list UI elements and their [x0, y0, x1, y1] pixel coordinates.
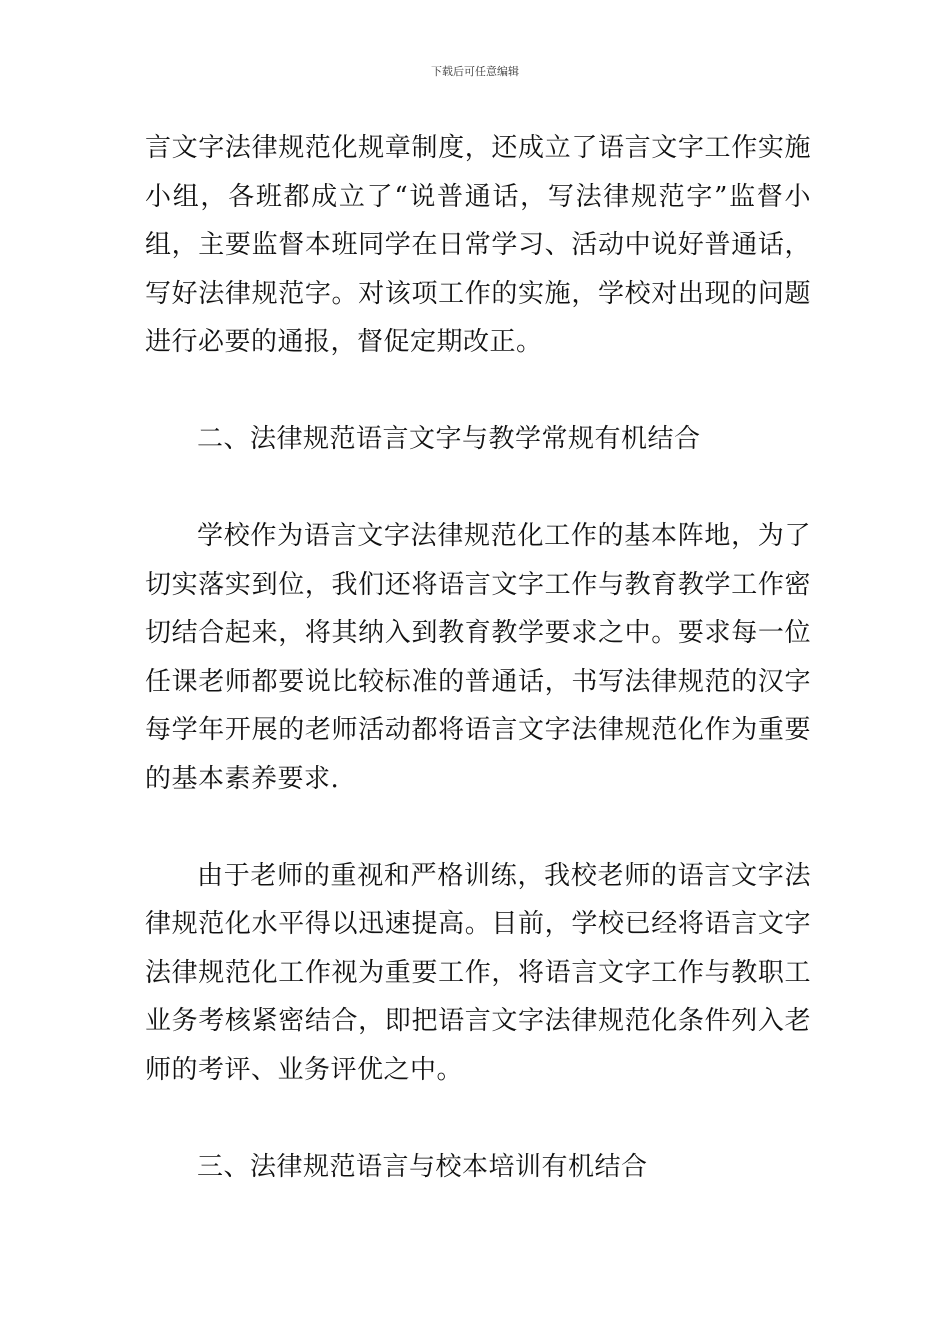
page-header: 下载后可任意编辑 — [431, 65, 519, 78]
section-heading-2: 二、法律规范语言文字与教学常规有机结合 — [197, 424, 701, 454]
paragraph-school-base: 学校作为语言文字法律规范化工作的基本阵地，为了切实落实到位，我们还将语言文字工作与教育教学工作密切结合起来，将其纳入到教育教学要求之中。要求每一位任课老师都要说比较标准的普通话，书写法律规范的汉字每学年开展的老师活动都将语言文字法律规范化作为重要的基本素养要求. — [145, 521, 811, 794]
section-heading-3: 三、法律规范语言与校本培训有机结合 — [197, 1151, 648, 1182]
paragraph-gap — [145, 803, 811, 852]
paragraph-gap — [145, 367, 811, 416]
paragraph-teacher-training: 由于老师的重视和严格训练，我校老师的语言文字法律规范化水平得以迅速提高。目前，学校已经将语言文字法律规范化工作视为重要工作，将语言文字工作与教职工业务考核紧密结合，即把语言文字法律规范化条件列入老师的考评、业务评优之中。 — [145, 860, 811, 1085]
paragraph-continuation: 言文字法律规范化规章制度，还成立了语言文字工作实施小组，各班都成立了“说普通话，写法律规范字”监督小组，主要监督本班同学在日常学习、活动中说好普通话，写好法律规范字。对该项工作的实施，学校对出现的问题进行必要的通报，督促定期改正。 — [145, 133, 811, 357]
paragraph-gap — [145, 464, 811, 513]
document-body — [145, 124, 811, 1191]
paragraph-gap — [145, 1094, 811, 1143]
